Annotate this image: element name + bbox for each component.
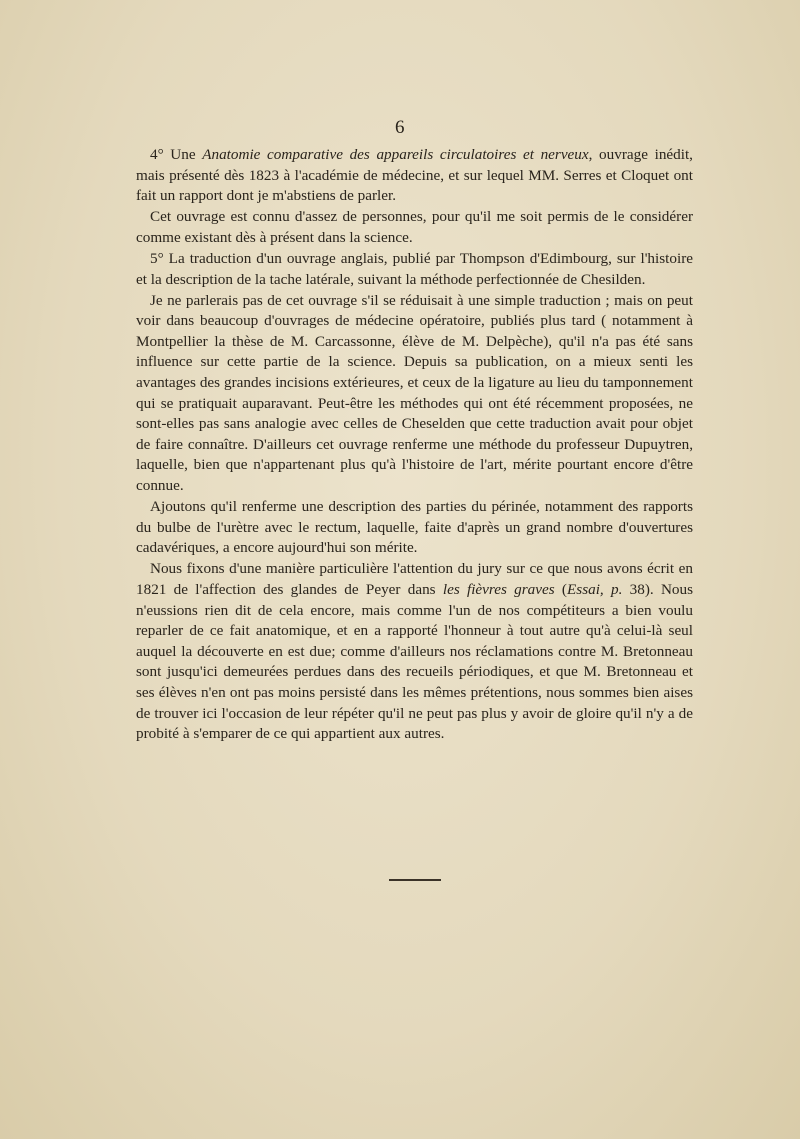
paragraph-peyer-glands	[136, 559, 693, 744]
paragraph-item-4-note: Cet ouvrage est connu d'assez de personnes, pour qu'il me soit permis de le considérer comme existant dès à présent dans la science.	[136, 208, 693, 246]
body-text	[136, 145, 693, 745]
paragraph-perineum-description: Ajoutons qu'il renferme une description des parties du périnée, notamment des rapports du bulbe de l'urètre avec le rectum, laquelle, faite d'après un grand nombre d'ouvertures cadavériques, a encore aujourd'hui son mérite.	[136, 498, 693, 557]
closing-rule	[389, 879, 441, 881]
paragraph-lead: Nous fixons d'une manière particulière l'attention du jury sur ce que nous avons écrit en 1821 de l'affection des glandes de Peyer dans	[136, 560, 693, 598]
paragraph-rest: Nous n'eussions rien dit de cela encore, mais comme l'un de nos compétiteurs a bien voulu reparler de ce fait anatomique, et en a rapporté l'honneur à tout autre qu'à celui-là seul auquel la découverte en est due; comme d'ailleurs nos réclamations contre M. Bretonneau sont jusqu'ici demeurées perdues dans des recueils périodiques, et que M. Bretonneau et ses élèves n'en ont pas moins persisté dans les mêmes prétentions, nous sommes bien aises de trouver ici l'occasion de leur répéter qu'il ne peut pas plus y avoir de gloire qu'il n'y a de probité à s'emparer de ce qui appartient aux autres.	[136, 580, 694, 743]
paragraph-item-4	[136, 145, 693, 207]
paragraph-rest: , ouvrage inédit, mais présenté dès 1823 à l'académie de médecine, et sur lequel MM. Serres et Cloquet ont fait un rapport dont je m'abstiens de parler.	[136, 146, 693, 205]
paragraph-lead: 4° Une	[150, 146, 203, 163]
reference-title: Essai, p.	[567, 580, 623, 598]
paragraph-item-5: 5° La traduction d'un ouvrage anglais, publié par Thompson d'Edimbourg, sur l'histoire et la description de la tache latérale, suivant la méthode perfectionnée de Chesilden.	[136, 249, 693, 288]
reference-page: 38).	[622, 580, 661, 598]
paragraph-mid: (	[554, 580, 567, 598]
page-number: 6	[395, 117, 405, 138]
work-title: les fièvres graves	[442, 580, 555, 598]
paragraph-translation-influence: Je ne parlerais pas de cet ouvrage s'il se réduisait à une simple traduction ; mais on peut voir dans beaucoup d'ouvrages de médecine opératoire, publiés plus tard ( notamment à Montpellier la thèse de M. Carcassonne, élève de M. Delpèche), qu'il n'a pas été sans influence sur cette partie de la science. Depuis sa publication, on a mieux senti les avantages des grandes incisions extérieures, et ceux de la ligature au lieu du tamponnement qui se pratiquait auparavant. Peut-être les méthodes qui ont été récemment proposées, ne sont-elles pas sans analogie avec celles de Cheselden que cette traduction avait pour objet de faire connaître. D'ailleurs cet ouvrage renferme une méthode du professeur Dupuytren, laquelle, bien que n'appartenant plus qu'à l'histoire de l'art, mérite pourtant encore d'être connue.	[136, 291, 693, 494]
work-title: Anatomie comparative des appareils circulatoires et nerveux	[202, 146, 589, 163]
